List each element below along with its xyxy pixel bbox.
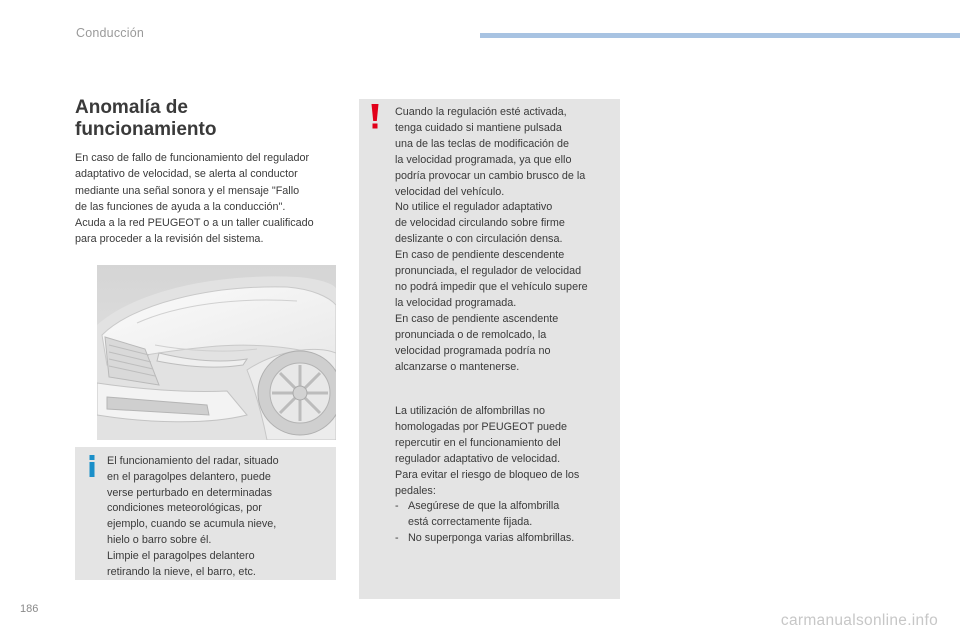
exclamation-icon xyxy=(370,104,380,130)
warning-line: la velocidad programada, ya que ello xyxy=(395,153,572,166)
warning-line: podría provocar un cambio brusco de la xyxy=(395,169,586,182)
page-number: 186 xyxy=(20,603,39,615)
watermark: carmanualsonline.info xyxy=(780,612,938,629)
section-heading-line-1: Anomalía de xyxy=(75,97,188,118)
mats-line: pedales: xyxy=(395,484,436,497)
info-line: verse perturbado en determinadas xyxy=(107,486,273,499)
info-line: en el paragolpes delantero, puede xyxy=(107,470,271,483)
warning-line: no podrá impedir que el vehículo supere xyxy=(395,280,588,293)
warning-line: deslizante o con circulación densa. xyxy=(395,233,563,246)
intro-line: de las funciones de ayuda a la conducción". xyxy=(75,200,286,213)
warning-line: la velocidad programada. xyxy=(395,296,517,309)
section-heading xyxy=(75,97,345,141)
warning-line: alcanzarse o mantenerse. xyxy=(395,360,520,373)
warning-line: No utilice el regulador adaptativo xyxy=(395,201,553,214)
warning-line: En caso de pendiente ascendente xyxy=(395,312,559,325)
warning-line: En caso de pendiente descendente xyxy=(395,249,565,262)
info-line: Limpie el paragolpes delantero xyxy=(107,549,255,562)
info-line: hielo o barro sobre él. xyxy=(107,533,212,546)
chapter-title: Conducción xyxy=(76,26,145,40)
info-icon xyxy=(87,455,97,477)
info-line: condiciones meteorológicas, por xyxy=(107,502,262,515)
list-item-line: está correctamente fijada. xyxy=(408,516,533,529)
intro-paragraph xyxy=(75,150,345,248)
warning-line: Cuando la regulación esté activada, xyxy=(395,106,567,118)
car-front-drawing xyxy=(97,265,336,440)
list-item-line: No superponga varias alfombrillas. xyxy=(408,532,575,545)
intro-line: En caso de fallo de funcionamiento del regulador xyxy=(75,152,310,164)
list-dash: - xyxy=(395,532,399,545)
intro-line: mediante una señal sonora y el mensaje "Fallo xyxy=(75,184,300,197)
warning-line: velocidad del vehículo. xyxy=(395,185,505,198)
info-line: ejemplo, cuando se acumula nieve, xyxy=(107,518,277,531)
warning-line: pronunciada, el regulador de velocidad xyxy=(395,265,582,278)
warning-line: velocidad programada podría no xyxy=(395,344,551,357)
mats-line: La utilización de alfombrillas no xyxy=(395,405,546,417)
list-item-line: Asegúrese de que la alfombrilla xyxy=(408,500,560,513)
mats-line: Para evitar el riesgo de bloqueo de los xyxy=(395,468,580,481)
info-line: retirando la nieve, el barro, etc. xyxy=(107,565,256,578)
intro-line: para proceder a la revisión del sistema. xyxy=(75,233,264,246)
chapter-accent-bar xyxy=(480,33,960,38)
list-item xyxy=(395,499,617,531)
intro-line: Acuda a la red PEUGEOT o a un taller cualificado xyxy=(75,217,314,230)
mats-line: regulador adaptativo de velocidad. xyxy=(395,452,561,465)
warning-line: una de las teclas de modificación de xyxy=(395,137,570,150)
warning-line: de velocidad circulando sobre firme xyxy=(395,217,565,230)
warning-line: tenga cuidado si mantiene pulsada xyxy=(395,121,562,134)
mats-line: homologadas por PEUGEOT puede xyxy=(395,420,568,433)
section-heading-line-2: funcionamiento xyxy=(75,119,217,140)
car-front-illustration xyxy=(97,265,336,440)
intro-line: adaptativo de velocidad, se alerta al conductor xyxy=(75,168,298,181)
info-line: El funcionamiento del radar, situado xyxy=(107,455,279,467)
floor-mats-note-text xyxy=(395,404,617,547)
mats-line: repercutir en el funcionamiento del xyxy=(395,436,561,449)
warning-note-box xyxy=(359,99,620,599)
list-dash: - xyxy=(395,500,399,513)
list-item xyxy=(395,531,617,547)
warning-line: pronunciada o de remolcado, la xyxy=(395,328,547,341)
info-note-box xyxy=(75,447,336,580)
info-note-text xyxy=(107,454,329,580)
warning-note-text xyxy=(395,105,617,375)
